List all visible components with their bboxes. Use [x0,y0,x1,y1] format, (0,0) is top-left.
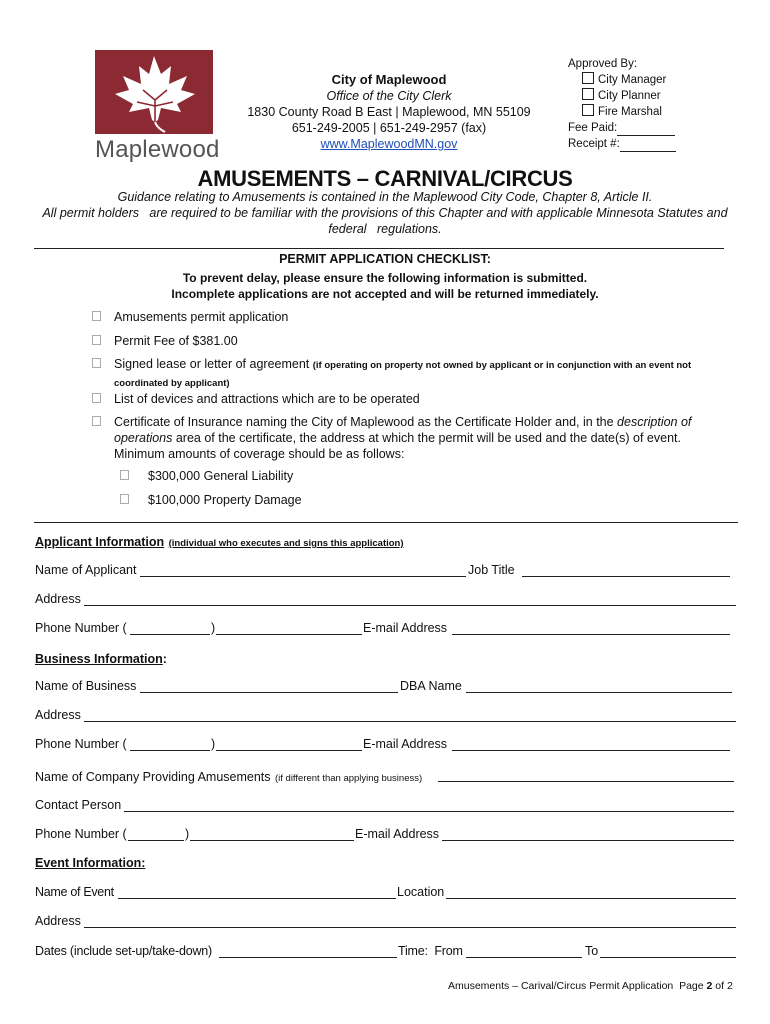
company-label: Name of Company Providing Amusements [35,770,271,784]
maple-leaf-icon [95,50,213,134]
event-name-field[interactable] [118,898,396,899]
checklist-item-1: Amusements permit application [114,310,289,324]
office-address: 1830 County Road B East | Maplewood, MN 55109 [247,105,531,119]
applicant-address-field[interactable] [84,605,736,606]
footer-page: 2 [706,980,713,992]
divider-middle [34,522,738,523]
contact-email-label: E-mail Address [355,827,440,841]
time-from-label: Time: From [398,944,463,958]
checklist-item-2: Permit Fee of $381.00 [114,334,238,348]
checkbox-icon[interactable] [120,468,129,484]
applicant-name-label: Name of Applicant [35,563,137,577]
footer-text: Amusements – Carival/Circus Permit Application Page [448,980,707,992]
city-planner-checkbox[interactable] [582,88,594,100]
city-manager-checkbox[interactable] [582,72,594,84]
business-phone-area-field[interactable] [130,750,210,751]
company-label-group [35,768,422,786]
approval-box [568,56,698,152]
checkbox-icon[interactable] [92,356,101,372]
city-name: City of Maplewood [331,72,447,87]
approval-title: Approved By: [568,58,638,70]
contact-phone-area-field[interactable] [128,840,184,841]
applicant-phone-field[interactable] [216,634,362,635]
dba-field[interactable] [466,692,732,693]
coverage-item-2: $100,000 Property Damage [148,493,302,507]
dates-field[interactable] [219,957,397,958]
event-address-field[interactable] [84,927,736,928]
business-phone-label: Phone Number ( [35,737,127,751]
checklist-sub-2: Incomplete applications are not accepted and will be returned immediately. [171,287,599,301]
checklist-item-3 [114,356,714,392]
divider-top [34,248,724,249]
page-footer [448,980,733,992]
checklist-item-4: List of devices and attractions which are to be operated [114,392,420,406]
checkbox-icon[interactable] [92,333,101,349]
company-note: (if different than applying business) [274,773,423,784]
applicant-name-field[interactable] [140,576,466,577]
coverage-item-1: $300,000 General Liability [148,469,294,483]
contact-person-field[interactable] [124,811,734,812]
applicant-phone-close: ) [211,621,216,635]
applicant-email-field[interactable] [452,634,730,635]
receipt-field[interactable] [620,151,676,152]
checklist-item-5 [114,414,714,462]
contact-phone-label: Phone Number ( [35,827,127,841]
applicant-heading-note: (individual who executes and signs this application) [168,538,404,549]
guidance-text [30,189,740,237]
checklist-item-5-b: description of [617,415,692,429]
business-phone-field[interactable] [216,750,362,751]
checklist-item-5-e: Minimum amounts of coverage should be as follows: [114,447,405,461]
job-title-field[interactable] [522,576,730,577]
job-title-label: Job Title [468,563,515,577]
applicant-email-label: E-mail Address [363,621,448,635]
checkbox-icon[interactable] [120,492,129,508]
checklist-item-3-text: Signed lease or letter of agreement [114,357,313,371]
business-heading-text: Business Information [35,652,163,666]
business-name-field[interactable] [140,692,398,693]
business-address-label: Address [35,708,81,722]
checklist-item-5-c: operations [114,431,173,445]
applicant-heading-text: Applicant Information [35,535,165,549]
fee-paid-label: Fee Paid: [568,122,618,134]
checklist-item-3-note: (if operating on property not owned by applicant or in conjunction with an event not [312,360,692,371]
clerk-header [232,72,546,152]
event-address-label: Address [35,914,81,928]
approval-city-planner: City Planner [598,90,661,102]
checklist-sub-1: To prevent delay, please ensure the following information is submitted. [182,271,588,285]
business-name-label: Name of Business [35,679,137,693]
contact-phone-field[interactable] [190,840,354,841]
website-link[interactable]: www.MaplewoodMN.gov [320,137,458,151]
checklist-item-3-note-2: coordinated by applicant) [114,378,230,389]
receipt-label: Receipt #: [568,138,620,150]
applicant-address-label: Address [35,592,81,606]
dba-label: DBA Name [400,679,462,693]
approval-city-manager: City Manager [598,74,667,86]
contact-person-label: Contact Person [35,798,122,812]
office-phones: 651-249-2005 | 651-249-2957 (fax) [291,121,487,135]
form-title: AMUSEMENTS – CARNIVAL/CIRCUS [197,166,573,191]
checkbox-icon[interactable] [92,309,101,325]
event-heading: Event Information: [35,856,146,870]
checklist-title: PERMIT APPLICATION CHECKLIST: [279,252,491,266]
contact-phone-close: ) [185,827,190,841]
guidance-line-2: All permit holders are required to be familiar with the provisions of this Chapter and with applicable Minnesota Statutes and [42,206,728,220]
guidance-line-3: federal regulations. [328,222,442,236]
time-to-label: To [585,944,599,958]
location-field[interactable] [446,898,736,899]
checklist-subtitle [0,270,770,302]
business-email-label: E-mail Address [363,737,448,751]
business-heading-colon: : [162,652,167,666]
event-name-label: Name of Event [35,885,114,899]
time-to-field[interactable] [600,957,736,958]
business-heading [35,650,167,668]
contact-email-field[interactable] [442,840,734,841]
office-name: Office of the City Clerk [326,89,452,103]
location-label: Location [397,885,445,899]
footer-of: of 2 [712,980,733,992]
business-address-field[interactable] [84,721,736,722]
applicant-phone-area-field[interactable] [130,634,210,635]
checkbox-icon[interactable] [92,414,101,430]
approval-fire-marshal: Fire Marshal [598,106,662,118]
fire-marshal-checkbox[interactable] [582,104,594,116]
dates-label: Dates (include set-up/take-down) [35,944,213,958]
time-from-field[interactable] [466,957,582,958]
business-email-field[interactable] [452,750,730,751]
checkbox-icon[interactable] [92,391,101,407]
checklist-item-5-a: Certificate of Insurance naming the City of Maplewood as the Certificate Holder and, in the [114,415,618,429]
applicant-heading [35,533,404,551]
logo-wordmark: Maplewood [95,136,220,163]
business-phone-close: ) [211,737,216,751]
city-logo [95,50,220,163]
checklist-item-5-d: area of the certificate, the address at which the permit will be used and the date(s) of event. [172,431,681,445]
company-field[interactable] [438,781,734,782]
guidance-line-1: Guidance relating to Amusements is contained in the Maplewood City Code, Chapter 8, Article II. [117,190,653,204]
applicant-phone-label: Phone Number ( [35,621,127,635]
